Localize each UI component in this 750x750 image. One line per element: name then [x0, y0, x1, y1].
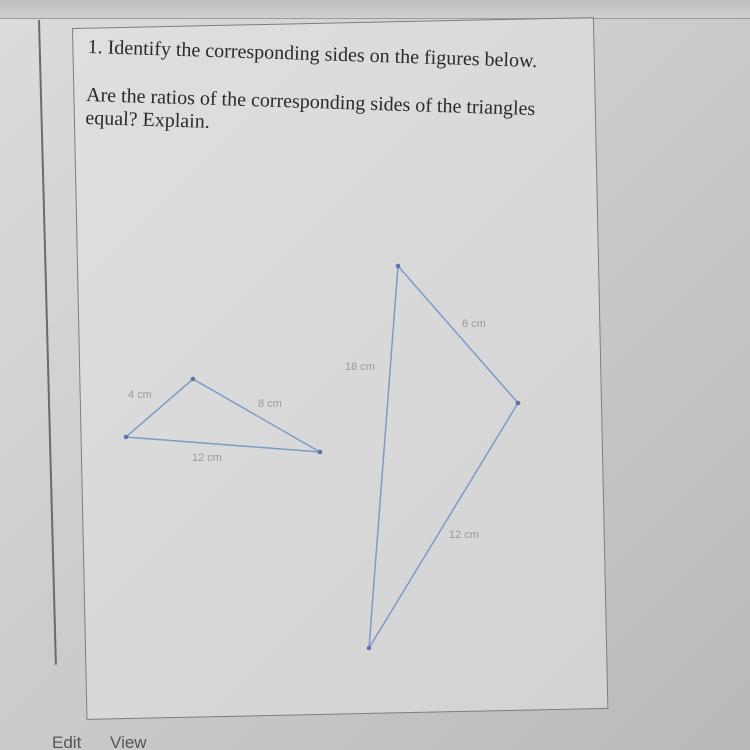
large-triangle-vertex-bottom [367, 646, 372, 651]
question-line-2: Are the ratios of the corresponding sides of the triangles equal? Explain. [85, 83, 536, 133]
large-triangle [345, 264, 520, 651]
bottom-menu-bar [52, 733, 171, 750]
small-triangle-vertex-right [318, 450, 323, 455]
small-triangle-vertex-top [191, 377, 196, 382]
large-triangle-vertex-top [396, 264, 401, 269]
large-triangle-shape [369, 266, 518, 648]
menu-edit[interactable]: Edit [52, 733, 82, 750]
question-line-1: 1. Identify the corresponding sides on the figures below. [87, 36, 538, 73]
large-triangle-side-label: 6 cm [462, 318, 486, 330]
small-triangle-side-label: 4 cm [128, 389, 152, 401]
large-triangle-vertex-right [516, 401, 521, 406]
small-triangle [124, 377, 323, 464]
large-triangle-side-label: 12 cm [449, 529, 479, 541]
small-triangle-side-label: 8 cm [258, 398, 282, 410]
small-triangle-shape [126, 379, 320, 452]
small-triangle-vertex-left [124, 435, 129, 440]
small-triangle-side-label: 12 cm [192, 452, 222, 464]
large-triangle-side-label: 18 cm [345, 361, 375, 373]
menu-view[interactable]: View [110, 733, 147, 750]
